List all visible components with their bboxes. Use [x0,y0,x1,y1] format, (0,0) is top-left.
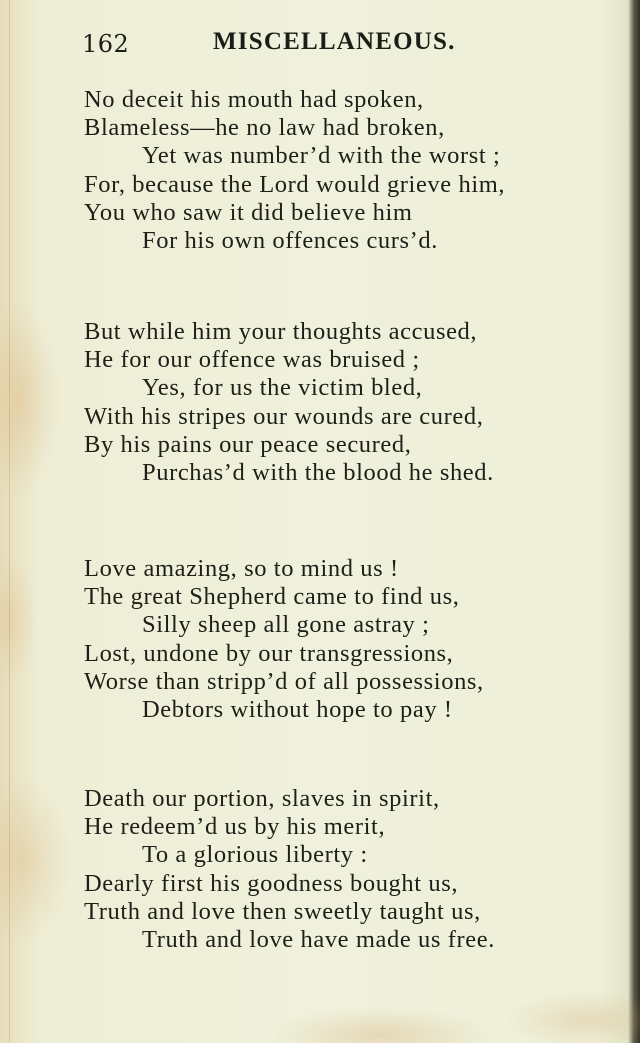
poem-line-indented: Silly sheep all gone astray ; [142,611,430,639]
page-header [82,28,562,62]
poem-line: The great Shepherd came to find us, [84,583,460,611]
poem-line: By his pains our peace secured, [84,430,412,458]
stanza [84,555,604,724]
poem-line: Truth and love then sweetly taught us, [84,897,481,925]
stanza [84,86,604,255]
poem-line: But while him your thoughts accused, [84,318,478,345]
poem-line: Love amazing, so to mind us ! [84,555,399,582]
poem-line: For, because the Lord would grieve him, [84,170,506,198]
poem-line: With his stripes our wounds are cured, [84,402,484,430]
poem-line-indented: For his own offences curs’d. [142,226,439,254]
poem-line: Death our portion, slaves in spirit, [84,785,440,812]
poem-line: You who saw it did believe him [84,198,413,226]
stanza [84,318,604,487]
poem-line: Blameless—he no law had broken, [84,114,445,142]
poem-line: No deceit his mouth had spoken, [84,86,424,113]
poem-line: He for our offence was bruised ; [84,346,420,374]
poem-line-indented: Truth and love have made us free. [142,925,495,953]
poem-line: Worse than stripp’d of all possessions, [84,667,484,695]
poem-line-indented: Yet was number’d with the worst ; [142,142,501,170]
page-gutter-edge [9,0,10,1043]
poem-line: Dearly first his goodness bought us, [84,869,459,897]
poem-line: Lost, undone by our transgressions, [84,639,454,667]
poem-line-indented: Purchas’d with the blood he shed. [142,458,494,486]
poem-line-indented: To a glorious liberty : [142,841,368,869]
poem-line-indented: Debtors without hope to pay ! [142,695,453,723]
page-number: 162 [82,30,130,58]
poem-line-indented: Yes, for us the victim bled, [142,374,423,402]
poem-line: He redeem’d us by his merit, [84,813,386,841]
running-head: MISCELLANEOUS. [213,28,456,55]
stanza [84,785,604,954]
